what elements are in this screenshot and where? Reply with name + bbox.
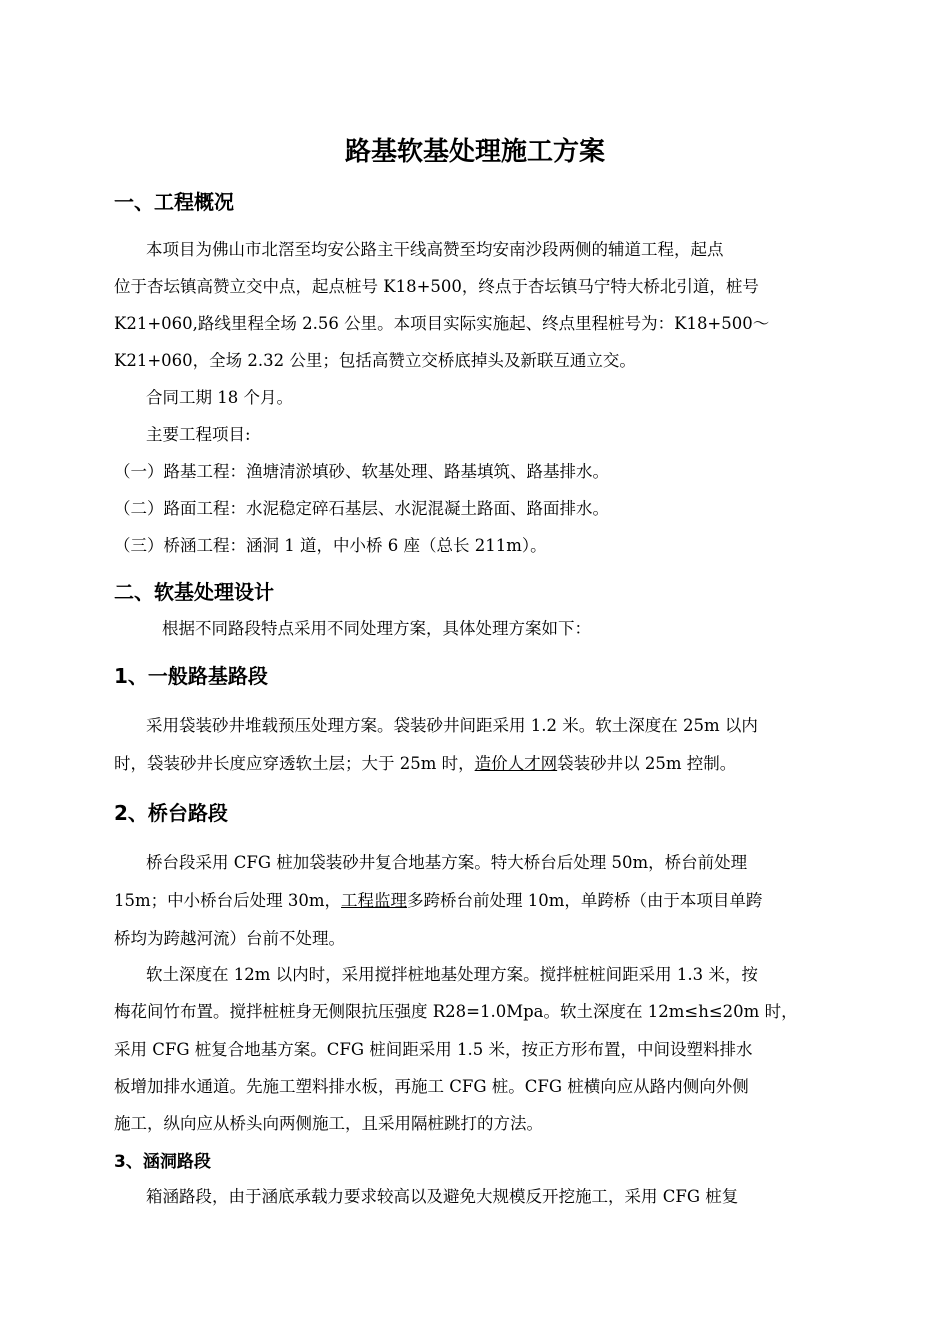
section1-para1-line4: K21+060，全场 2.32 公里；包括高赞立交桥底掉头及新联互通立交。 <box>114 351 636 370</box>
sub1-heading: 1、一般路基路段 <box>114 664 268 688</box>
item-subgrade: （一）路基工程：渔塘清淤填砂、软基处理、路基填筑、路基排水。 <box>114 462 609 481</box>
section1-para1-line1: 本项目为佛山市北滘至均安公路主干线高赞至均安南沙段两侧的辅道工程，起点 <box>146 240 724 259</box>
section2-intro: 根据不同路段特点采用不同处理方案，具体处理方案如下： <box>162 619 591 638</box>
sub2-p1-line2-text-b: 多跨桥台前处理 10m，单跨桥（由于本项目单跨 <box>407 891 763 910</box>
sub2-p1-line2 <box>114 889 762 913</box>
sub2-p2-line1: 软土深度在 12m 以内时，采用搅拌桩地基处理方案。搅拌桩桩间距采用 1.3 米，按 <box>146 965 758 984</box>
sub2-p2-line5: 施工，纵向应从桥头向两侧施工，且采用隔桩跳打的方法。 <box>114 1114 543 1133</box>
sub1-line1: 采用袋装砂井堆载预压处理方案。袋装砂井间距采用 1.2 米。软土深度在 25m 以内 <box>146 716 758 735</box>
document-title: 路基软基处理施工方案 <box>344 137 605 167</box>
sub3-heading: 3、涵洞路段 <box>114 1152 211 1172</box>
sub1-line2-text-b: 袋装砂井以 25m 控制。 <box>557 754 737 773</box>
sub2-p1-line1: 桥台段采用 CFG 桩加袋装砂井复合地基方案。特大桥台后处理 50m，桥台前处理 <box>146 853 748 872</box>
sub2-p1-line3: 桥均为跨越河流）台前不处理。 <box>114 929 345 948</box>
item-pavement: （二）路面工程：水泥稳定碎石基层、水泥混凝土路面、路面排水。 <box>114 499 609 518</box>
section1-heading: 一、工程概况 <box>114 190 234 214</box>
sub2-p1-line2-text-a: 15m；中小桥台后处理 30m， <box>114 891 342 910</box>
section1-para1-line3: K21+060,路线里程全场 2.56 公里。本项目实际实施起、终点里程桩号为：K18+500～ <box>114 314 770 333</box>
sub1-line2-text-a: 时，袋装砂井长度应穿透软土层；大于 25m 时， <box>114 754 475 773</box>
sub2-p2-line2: 梅花间竹布置。搅拌桩桩身无侧限抗压强度 R28=1.0Mpa。软土深度在 12m≤h≤20m 时， <box>114 1002 798 1021</box>
items-intro: 主要工程项目: <box>146 425 251 444</box>
item-bridge-culvert: （三）桥涵工程：涵洞 1 道，中小桥 6 座（总长 211m）。 <box>114 536 547 555</box>
sub1-inline-link[interactable]: 造价人才网 <box>474 754 558 773</box>
contract-period: 合同工期 18 个月。 <box>146 388 293 407</box>
sub3-line1: 箱涵路段，由于涵底承载力要求较高以及避免大规模反开挖施工，采用 CFG 桩复 <box>146 1187 739 1206</box>
sub2-p2-line3: 采用 CFG 桩复合地基方案。CFG 桩间距采用 1.5 米，按正方形布置，中间设塑料排水 <box>114 1040 753 1059</box>
sub2-p2-line4: 板增加排水通道。先施工塑料排水板，再施工 CFG 桩。CFG 桩横向应从路内侧向外侧 <box>114 1077 749 1096</box>
sub2-heading: 2、桥台路段 <box>114 801 228 825</box>
sub1-line2 <box>114 752 736 776</box>
section1-para1-line2: 位于杏坛镇高赞立交中点，起点桩号 K18+500，终点于杏坛镇马宁特大桥北引道，桩号 <box>114 277 759 296</box>
section2-heading: 二、软基处理设计 <box>114 580 274 604</box>
sub2-inline-link[interactable]: 工程监理 <box>341 891 408 910</box>
